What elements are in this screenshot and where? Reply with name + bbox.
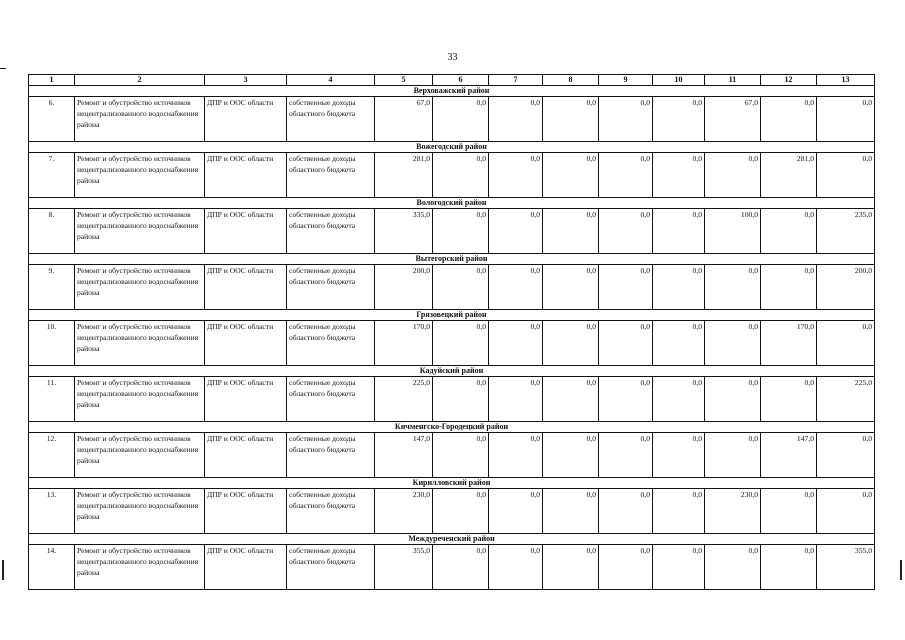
executor: ДПР и ООС области (205, 209, 287, 254)
amount-cell: 0,0 (653, 209, 705, 254)
activity-description: Ремонт и обустройство источников нецентрализованного водоснабжения района (75, 377, 205, 422)
column-header-12: 12 (761, 75, 817, 86)
amount-cell: 0,0 (543, 265, 599, 310)
district-name: Кадуйский район (29, 366, 875, 377)
district-name: Грязовецкий район (29, 310, 875, 321)
column-header-11: 11 (705, 75, 761, 86)
table-row (29, 97, 875, 142)
row-number: 14. (29, 545, 75, 590)
district-row (29, 86, 875, 97)
left-edge-mark (0, 68, 6, 69)
amount-cell: 0,0 (489, 377, 543, 422)
amount-cell: 200,0 (817, 265, 875, 310)
funding-source: собственные доходы областного бюджета (287, 545, 375, 590)
row-number: 9. (29, 265, 75, 310)
district-name: Вологодский район (29, 198, 875, 209)
amount-cell: 0,0 (433, 153, 489, 198)
district-row (29, 478, 875, 489)
column-header-2: 2 (75, 75, 205, 86)
table-row (29, 153, 875, 198)
row-number: 10. (29, 321, 75, 366)
amount-cell: 0,0 (817, 153, 875, 198)
amount-cell: 0,0 (599, 153, 653, 198)
amount-cell: 0,0 (761, 545, 817, 590)
amount-cell: 0,0 (599, 321, 653, 366)
column-header-3: 3 (205, 75, 287, 86)
amount-cell: 0,0 (489, 153, 543, 198)
district-row (29, 310, 875, 321)
amount-cell: 0,0 (653, 377, 705, 422)
executor: ДПР и ООС области (205, 377, 287, 422)
column-header-4: 4 (287, 75, 375, 86)
amount-cell: 225,0 (817, 377, 875, 422)
funding-source: собственные доходы областного бюджета (287, 97, 375, 142)
amount-cell: 0,0 (653, 489, 705, 534)
amount-cell: 0,0 (599, 97, 653, 142)
amount-cell: 0,0 (489, 321, 543, 366)
amount-cell: 0,0 (817, 489, 875, 534)
table-row (29, 209, 875, 254)
amount-cell: 0,0 (543, 321, 599, 366)
amount-cell: 0,0 (761, 377, 817, 422)
amount-cell: 0,0 (489, 489, 543, 534)
amount-cell: 0,0 (489, 433, 543, 478)
district-row (29, 142, 875, 153)
amount-cell: 0,0 (653, 153, 705, 198)
amount-cell: 0,0 (705, 433, 761, 478)
column-header-9: 9 (599, 75, 653, 86)
table-body (29, 86, 875, 590)
amount-cell: 0,0 (705, 153, 761, 198)
amount-cell: 0,0 (543, 545, 599, 590)
district-row (29, 422, 875, 433)
amount-cell: 0,0 (433, 321, 489, 366)
amount-cell: 0,0 (489, 97, 543, 142)
executor: ДПР и ООС области (205, 489, 287, 534)
right-edge-mark (900, 560, 902, 580)
amount-cell: 0,0 (599, 433, 653, 478)
executor: ДПР и ООС области (205, 97, 287, 142)
funding-source: собственные доходы областного бюджета (287, 433, 375, 478)
page-number: 33 (447, 52, 458, 63)
amount-cell: 0,0 (543, 97, 599, 142)
amount-cell: 281,0 (375, 153, 433, 198)
amount-cell: 0,0 (705, 321, 761, 366)
amount-cell: 0,0 (543, 377, 599, 422)
funding-source: собственные доходы областного бюджета (287, 377, 375, 422)
amount-cell: 0,0 (817, 433, 875, 478)
amount-cell: 0,0 (489, 545, 543, 590)
district-row (29, 198, 875, 209)
row-number: 12. (29, 433, 75, 478)
amount-cell: 0,0 (543, 209, 599, 254)
amount-cell: 0,0 (599, 489, 653, 534)
funding-source: собственные доходы областного бюджета (287, 209, 375, 254)
amount-cell: 0,0 (705, 265, 761, 310)
amount-cell: 200,0 (375, 265, 433, 310)
column-header-row (29, 75, 875, 86)
table-row (29, 433, 875, 478)
district-name: Междуреченский район (29, 534, 875, 545)
executor: ДПР и ООС области (205, 433, 287, 478)
amount-cell: 0,0 (653, 265, 705, 310)
district-row (29, 534, 875, 545)
amount-cell: 170,0 (761, 321, 817, 366)
executor: ДПР и ООС области (205, 545, 287, 590)
amount-cell: 0,0 (433, 489, 489, 534)
column-header-6: 6 (433, 75, 489, 86)
budget-table (28, 74, 875, 590)
amount-cell: 0,0 (653, 321, 705, 366)
amount-cell: 0,0 (543, 153, 599, 198)
amount-cell: 67,0 (705, 97, 761, 142)
amount-cell: 355,0 (375, 545, 433, 590)
amount-cell: 67,0 (375, 97, 433, 142)
district-row (29, 366, 875, 377)
amount-cell: 0,0 (489, 209, 543, 254)
district-name: Кичменгско-Городецкий район (29, 422, 875, 433)
district-name: Верховажский район (29, 86, 875, 97)
activity-description: Ремонт и обустройство источников нецентрализованного водоснабжения района (75, 153, 205, 198)
funding-source: собственные доходы областного бюджета (287, 153, 375, 198)
amount-cell: 170,0 (375, 321, 433, 366)
column-header-5: 5 (375, 75, 433, 86)
amount-cell: 0,0 (817, 97, 875, 142)
row-number: 7. (29, 153, 75, 198)
amount-cell: 0,0 (433, 209, 489, 254)
table-row (29, 489, 875, 534)
amount-cell: 0,0 (653, 433, 705, 478)
amount-cell: 0,0 (599, 545, 653, 590)
table-row (29, 321, 875, 366)
amount-cell: 147,0 (375, 433, 433, 478)
district-name: Вожегодский район (29, 142, 875, 153)
amount-cell: 0,0 (761, 265, 817, 310)
amount-cell: 0,0 (761, 97, 817, 142)
amount-cell: 0,0 (433, 545, 489, 590)
executor: ДПР и ООС области (205, 321, 287, 366)
activity-description: Ремонт и обустройство источников нецентрализованного водоснабжения района (75, 433, 205, 478)
amount-cell: 225,0 (375, 377, 433, 422)
amount-cell: 335,0 (375, 209, 433, 254)
amount-cell: 0,0 (433, 265, 489, 310)
table-row (29, 545, 875, 590)
executor: ДПР и ООС области (205, 153, 287, 198)
district-name: Кирилловский район (29, 478, 875, 489)
amount-cell: 0,0 (653, 97, 705, 142)
amount-cell: 0,0 (705, 545, 761, 590)
funding-source: собственные доходы областного бюджета (287, 321, 375, 366)
row-number: 8. (29, 209, 75, 254)
table-row (29, 265, 875, 310)
amount-cell: 0,0 (817, 321, 875, 366)
amount-cell: 0,0 (433, 377, 489, 422)
activity-description: Ремонт и обустройство источников нецентрализованного водоснабжения района (75, 265, 205, 310)
table-row (29, 377, 875, 422)
activity-description: Ремонт и обустройство источников нецентрализованного водоснабжения района (75, 321, 205, 366)
amount-cell: 281,0 (761, 153, 817, 198)
amount-cell: 0,0 (761, 489, 817, 534)
left-edge-mark (2, 560, 4, 580)
column-header-8: 8 (543, 75, 599, 86)
row-number: 13. (29, 489, 75, 534)
amount-cell: 0,0 (433, 97, 489, 142)
amount-cell: 355,0 (817, 545, 875, 590)
amount-cell: 0,0 (653, 545, 705, 590)
amount-cell: 0,0 (489, 265, 543, 310)
column-header-1: 1 (29, 75, 75, 86)
amount-cell: 0,0 (543, 433, 599, 478)
funding-source: собственные доходы областного бюджета (287, 489, 375, 534)
row-number: 6. (29, 97, 75, 142)
amount-cell: 0,0 (761, 209, 817, 254)
activity-description: Ремонт и обустройство источников нецентрализованного водоснабжения района (75, 545, 205, 590)
amount-cell: 0,0 (705, 377, 761, 422)
amount-cell: 100,0 (705, 209, 761, 254)
row-number: 11. (29, 377, 75, 422)
column-header-10: 10 (653, 75, 705, 86)
district-row (29, 254, 875, 265)
district-name: Вытегорский район (29, 254, 875, 265)
amount-cell: 0,0 (599, 209, 653, 254)
column-header-13: 13 (817, 75, 875, 86)
amount-cell: 230,0 (705, 489, 761, 534)
activity-description: Ремонт и обустройство источников нецентрализованного водоснабжения района (75, 489, 205, 534)
amount-cell: 0,0 (599, 265, 653, 310)
amount-cell: 235,0 (817, 209, 875, 254)
activity-description: Ремонт и обустройство источников нецентрализованного водоснабжения района (75, 209, 205, 254)
activity-description: Ремонт и обустройство источников нецентрализованного водоснабжения района (75, 97, 205, 142)
funding-source: собственные доходы областного бюджета (287, 265, 375, 310)
executor: ДПР и ООС области (205, 265, 287, 310)
amount-cell: 147,0 (761, 433, 817, 478)
column-header-7: 7 (489, 75, 543, 86)
amount-cell: 0,0 (543, 489, 599, 534)
amount-cell: 0,0 (433, 433, 489, 478)
amount-cell: 0,0 (599, 377, 653, 422)
amount-cell: 230,0 (375, 489, 433, 534)
